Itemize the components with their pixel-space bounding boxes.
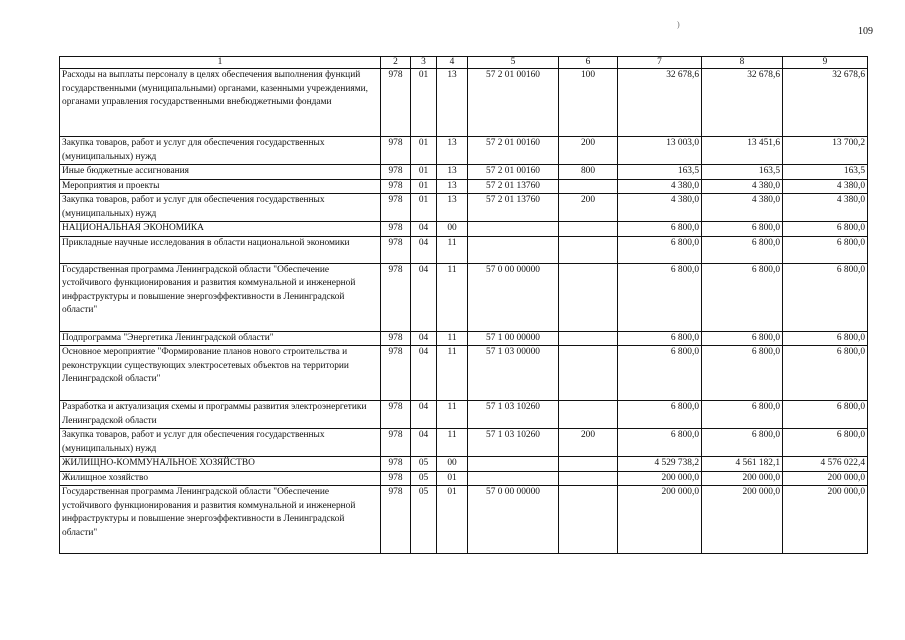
row-value-cell: 4 576 022,4	[783, 457, 868, 472]
row-value-cell: 978	[381, 486, 411, 554]
column-header: 7	[618, 57, 702, 69]
row-value-cell: 11	[437, 263, 468, 331]
row-value-cell	[559, 263, 618, 331]
row-value-cell: 57 1 03 10260	[468, 401, 559, 429]
row-name-cell: Подпрограмма "Энергетика Ленинградской области"	[60, 331, 381, 346]
row-value-cell: 57 1 03 10260	[468, 429, 559, 457]
row-value-cell: 978	[381, 346, 411, 401]
table-row	[60, 457, 868, 472]
row-value-cell: 04	[411, 222, 437, 237]
row-value-cell: 13	[437, 69, 468, 137]
page-number: 109	[858, 26, 873, 37]
row-name-cell: ЖИЛИЩНО-КОММУНАЛЬНОЕ ХОЗЯЙСТВО	[60, 457, 381, 472]
row-value-cell: 4 380,0	[618, 179, 702, 194]
row-name-cell: Закупка товаров, работ и услуг для обеспечения государственных (муниципальных) нужд	[60, 137, 381, 165]
table-row	[60, 179, 868, 194]
row-name-cell: Государственная программа Ленинградской области "Обеспечение устойчивого функционирования и развития коммунальной и инженерной инфраструктуры и повышение энергоэффективности в Ленинградской области"	[60, 263, 381, 331]
row-value-cell: 163,5	[618, 165, 702, 180]
row-value-cell	[468, 222, 559, 237]
row-value-cell: 4 380,0	[702, 194, 783, 222]
row-value-cell: 57 2 01 00160	[468, 137, 559, 165]
row-value-cell: 6 800,0	[702, 263, 783, 331]
row-value-cell: 01	[437, 471, 468, 486]
row-value-cell: 05	[411, 457, 437, 472]
budget-table	[59, 56, 868, 554]
row-value-cell	[559, 486, 618, 554]
row-value-cell: 6 800,0	[783, 263, 868, 331]
table-row	[60, 346, 868, 401]
row-value-cell: 4 380,0	[702, 179, 783, 194]
row-value-cell: 6 800,0	[702, 331, 783, 346]
row-value-cell: 00	[437, 222, 468, 237]
row-value-cell: 04	[411, 236, 437, 263]
row-value-cell: 57 2 01 13760	[468, 179, 559, 194]
row-value-cell	[468, 236, 559, 263]
row-value-cell: 11	[437, 346, 468, 401]
row-value-cell: 6 800,0	[618, 401, 702, 429]
row-name-cell: Закупка товаров, работ и услуг для обеспечения государственных (муниципальных) нужд	[60, 194, 381, 222]
row-value-cell	[559, 471, 618, 486]
row-value-cell: 6 800,0	[702, 236, 783, 263]
row-value-cell	[559, 401, 618, 429]
row-value-cell: 6 800,0	[783, 331, 868, 346]
row-value-cell: 100	[559, 69, 618, 137]
table-row	[60, 165, 868, 180]
table-row	[60, 471, 868, 486]
row-name-cell: НАЦИОНАЛЬНАЯ ЭКОНОМИКА	[60, 222, 381, 237]
row-value-cell	[559, 457, 618, 472]
row-value-cell: 978	[381, 222, 411, 237]
row-value-cell	[559, 346, 618, 401]
column-header: 5	[468, 57, 559, 69]
row-value-cell: 13	[437, 179, 468, 194]
row-value-cell	[559, 222, 618, 237]
row-value-cell: 200	[559, 429, 618, 457]
table-row	[60, 486, 868, 554]
row-value-cell: 6 800,0	[783, 222, 868, 237]
row-value-cell: 978	[381, 263, 411, 331]
row-value-cell: 978	[381, 401, 411, 429]
row-name-cell: Государственная программа Ленинградской области "Обеспечение устойчивого функционирования и развития коммунальной и инженерной инфраструктуры и повышение энергоэффективности в Ленинградской области"	[60, 486, 381, 554]
row-value-cell: 978	[381, 137, 411, 165]
table-row	[60, 429, 868, 457]
row-name-cell: Иные бюджетные ассигнования	[60, 165, 381, 180]
row-value-cell	[468, 457, 559, 472]
row-value-cell: 800	[559, 165, 618, 180]
row-value-cell: 6 800,0	[618, 346, 702, 401]
row-name-cell: Прикладные научные исследования в области национальной экономики	[60, 236, 381, 263]
table-row	[60, 236, 868, 263]
row-value-cell: 6 800,0	[783, 401, 868, 429]
row-value-cell: 200	[559, 137, 618, 165]
row-value-cell: 04	[411, 263, 437, 331]
table-body	[60, 69, 868, 554]
row-value-cell: 163,5	[702, 165, 783, 180]
row-value-cell: 6 800,0	[702, 429, 783, 457]
row-value-cell: 6 800,0	[618, 263, 702, 331]
row-value-cell: 200 000,0	[783, 471, 868, 486]
row-value-cell: 01	[411, 165, 437, 180]
row-name-cell: Жилищное хозяйство	[60, 471, 381, 486]
row-value-cell: 57 1 03 00000	[468, 346, 559, 401]
row-value-cell: 01	[411, 137, 437, 165]
table-row	[60, 137, 868, 165]
row-value-cell: 13 700,2	[783, 137, 868, 165]
row-value-cell: 04	[411, 429, 437, 457]
row-value-cell: 01	[411, 69, 437, 137]
header-row	[60, 57, 868, 69]
row-value-cell: 200	[559, 194, 618, 222]
row-value-cell: 32 678,6	[783, 69, 868, 137]
column-header: 1	[60, 57, 381, 69]
row-value-cell: 6 800,0	[618, 222, 702, 237]
column-header: 6	[559, 57, 618, 69]
row-value-cell: 13 003,0	[618, 137, 702, 165]
row-value-cell: 6 800,0	[618, 236, 702, 263]
row-value-cell: 13	[437, 194, 468, 222]
row-value-cell	[468, 471, 559, 486]
row-value-cell: 978	[381, 69, 411, 137]
row-value-cell: 11	[437, 236, 468, 263]
row-value-cell: 11	[437, 429, 468, 457]
row-value-cell: 4 380,0	[783, 179, 868, 194]
row-value-cell: 13	[437, 165, 468, 180]
column-header: 9	[783, 57, 868, 69]
row-value-cell: 05	[411, 486, 437, 554]
row-value-cell: 04	[411, 331, 437, 346]
row-value-cell: 57 0 00 00000	[468, 486, 559, 554]
row-value-cell	[559, 331, 618, 346]
table-row	[60, 222, 868, 237]
row-value-cell: 13	[437, 137, 468, 165]
row-value-cell: 978	[381, 165, 411, 180]
row-value-cell: 01	[411, 194, 437, 222]
row-value-cell: 200 000,0	[702, 471, 783, 486]
row-value-cell: 978	[381, 457, 411, 472]
row-value-cell: 4 561 182,1	[702, 457, 783, 472]
row-value-cell: 6 800,0	[702, 346, 783, 401]
table-row	[60, 331, 868, 346]
row-value-cell: 978	[381, 331, 411, 346]
table-row	[60, 263, 868, 331]
row-value-cell: 6 800,0	[783, 346, 868, 401]
row-value-cell: 57 0 00 00000	[468, 263, 559, 331]
row-value-cell: 4 529 738,2	[618, 457, 702, 472]
row-value-cell	[559, 236, 618, 263]
row-value-cell: 200 000,0	[702, 486, 783, 554]
row-name-cell: Разработка и актуализация схемы и программы развития электроэнергетики Ленинградской области	[60, 401, 381, 429]
row-value-cell: 978	[381, 471, 411, 486]
row-value-cell: 05	[411, 471, 437, 486]
column-header: 2	[381, 57, 411, 69]
row-value-cell: 200 000,0	[618, 486, 702, 554]
row-value-cell	[559, 179, 618, 194]
row-value-cell: 978	[381, 194, 411, 222]
row-value-cell: 04	[411, 346, 437, 401]
table-row	[60, 194, 868, 222]
row-value-cell: 01	[411, 179, 437, 194]
row-value-cell: 01	[437, 486, 468, 554]
table-row	[60, 401, 868, 429]
row-value-cell: 4 380,0	[783, 194, 868, 222]
row-name-cell: Мероприятия и проекты	[60, 179, 381, 194]
row-name-cell: Основное мероприятие "Формирование планов нового строительства и реконструкции существующих электросетевых объектов на территории Ленинградской области"	[60, 346, 381, 401]
row-value-cell: 32 678,6	[618, 69, 702, 137]
row-value-cell: 6 800,0	[783, 236, 868, 263]
column-header: 4	[437, 57, 468, 69]
row-value-cell: 978	[381, 179, 411, 194]
row-value-cell: 4 380,0	[618, 194, 702, 222]
row-name-cell: Закупка товаров, работ и услуг для обеспечения государственных (муниципальных) нужд	[60, 429, 381, 457]
row-value-cell: 00	[437, 457, 468, 472]
row-value-cell: 32 678,6	[702, 69, 783, 137]
row-value-cell: 6 800,0	[783, 429, 868, 457]
row-value-cell: 57 2 01 13760	[468, 194, 559, 222]
row-name-cell: Расходы на выплаты персоналу в целях обеспечения выполнения функций государственными (муниципальными) органами, казенными учреждениями, органами управления государственными внебюджетными фондами	[60, 69, 381, 137]
row-value-cell: 57 1 00 00000	[468, 331, 559, 346]
row-value-cell: 978	[381, 236, 411, 263]
table-row	[60, 69, 868, 137]
row-value-cell: 6 800,0	[618, 331, 702, 346]
row-value-cell: 57 2 01 00160	[468, 69, 559, 137]
stray-mark: )	[677, 20, 680, 29]
row-value-cell: 200 000,0	[618, 471, 702, 486]
row-value-cell: 200 000,0	[783, 486, 868, 554]
row-value-cell: 11	[437, 401, 468, 429]
column-header: 8	[702, 57, 783, 69]
row-value-cell: 6 800,0	[702, 222, 783, 237]
column-header: 3	[411, 57, 437, 69]
row-value-cell: 13 451,6	[702, 137, 783, 165]
row-value-cell: 04	[411, 401, 437, 429]
row-value-cell: 6 800,0	[702, 401, 783, 429]
row-value-cell: 163,5	[783, 165, 868, 180]
row-value-cell: 57 2 01 00160	[468, 165, 559, 180]
row-value-cell: 6 800,0	[618, 429, 702, 457]
row-value-cell: 11	[437, 331, 468, 346]
row-value-cell: 978	[381, 429, 411, 457]
